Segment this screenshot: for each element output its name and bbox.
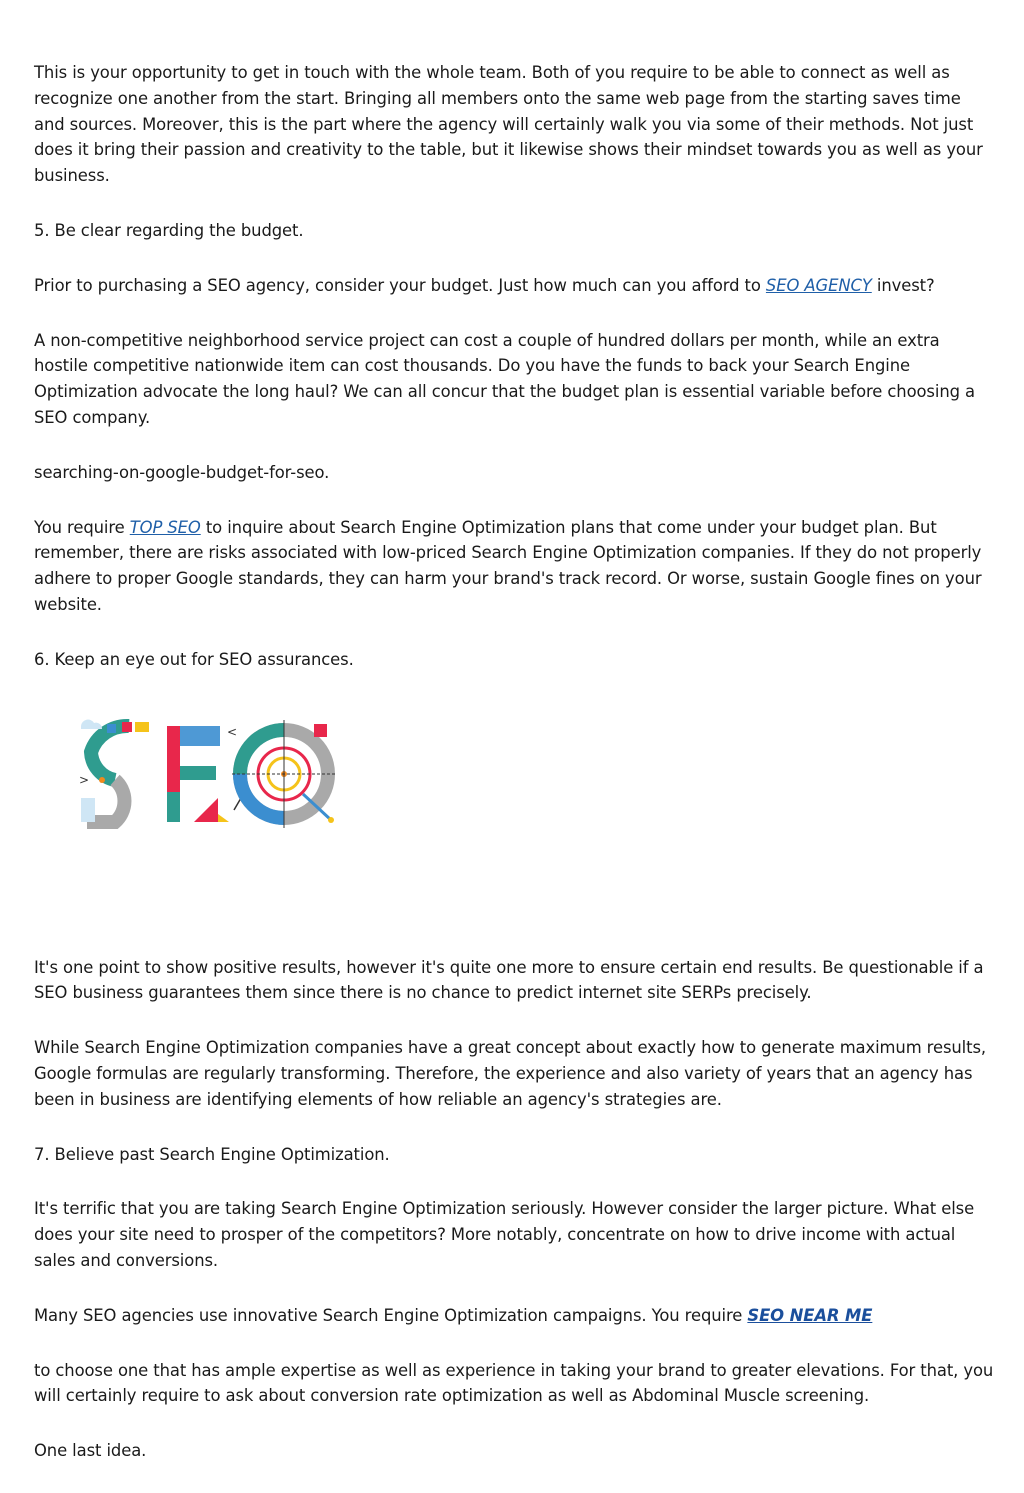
paragraph-team: This is your opportunity to get in touch with the whole team. Both of you require to be able to connect as well as recognize one another from the start. Bringing all members onto the same web page from the starting saves time and sources. Moreover, this is the part where the agency will certainly walk you via some of their methods. Not just does it bring their passion and creativity to the table, but it likewise shows their mindset towards you as well as your business. — [34, 63, 983, 186]
paragraph-inquire — [34, 515, 994, 618]
paragraph-results: It's one point to show positive results, however it's quite one more to ensure certain end results. Be questionable if a SEO business guarantees them since there is no chance to predict internet site SERPs precisely. — [34, 957, 984, 1003]
paragraph-formulas: While Search Engine Optimization companies have a great concept about exactly how to generate maximum results, Google formulas are regularly transforming. Therefore, the experience and also variety of years that an agency has been in business are identifying elements of how reliable an agency's strategies are. — [34, 1038, 987, 1109]
heading-budget: 5. Be clear regarding the budget. — [34, 220, 304, 240]
top-seo-link[interactable]: TOP SEO — [129, 517, 201, 537]
heading-beyond-seo: 7. Believe past Search Engine Optimization. — [34, 1144, 390, 1164]
seo-logo-graphic — [69, 714, 344, 834]
paragraph-inquire-text: to inquire about Search Engine Optimization plans that come under your budget plan. But remember, there are risks associated with low-priced Search Engine Optimization companies. If they do not properly adhere to proper Google standards, they can harm your brand's track record. Or worse, sustain Google fines on your website. — [34, 517, 982, 614]
paragraph-cost: A non-competitive neighborhood service project can cost a couple of hundred dollars per month, while an extra hostile competitive nationwide item can cost thousands. Do you have the funds to back your Search Engine Optimization advocate the long haul? We can all concur that the budget plan is essential variable before choosing a SEO company. — [34, 330, 975, 427]
paragraph-afford-tail: invest? — [871, 275, 935, 295]
paragraph-inquire-lead: You require — [34, 517, 130, 537]
svg-text:<: < — [227, 724, 237, 739]
s-letter-top — [91, 725, 129, 779]
document-body — [34, 60, 994, 1493]
paragraph-campaigns-text: Many SEO agencies use innovative Search Engine Optimization campaigns. You require — [34, 1305, 748, 1325]
svg-text:>: > — [79, 772, 89, 787]
seo-agency-link[interactable]: SEO AGENCY — [765, 275, 872, 295]
seo-illustration — [34, 702, 994, 912]
heading-assurances: 6. Keep an eye out for SEO assurances. — [34, 649, 354, 669]
paragraph-campaigns — [34, 1303, 994, 1329]
paragraph-expertise: to choose one that has ample expertise as well as experience in taking your brand to greater elevations. For that, you will certainly require to ask about conversion rate optimization as well as Abdominal Muscle screening. — [34, 1360, 994, 1406]
paragraph-image-caption: searching-on-google-budget-for-seo. — [34, 462, 330, 482]
paragraph-afford-text: Prior to purchasing a SEO agency, consider your budget. Just how much can you afford to — [34, 275, 766, 295]
paragraph-afford — [34, 273, 994, 299]
paragraph-last-idea: One last idea. — [34, 1441, 147, 1461]
paragraph-bigger-picture: It's terrific that you are taking Search Engine Optimization seriously. However consider the larger picture. What else does your site need to prosper of the competitors? More notably, concentrate on how to drive income with actual sales and conversions. — [34, 1199, 975, 1270]
seo-near-me-link[interactable]: SEO NEAR ME — [747, 1305, 873, 1325]
